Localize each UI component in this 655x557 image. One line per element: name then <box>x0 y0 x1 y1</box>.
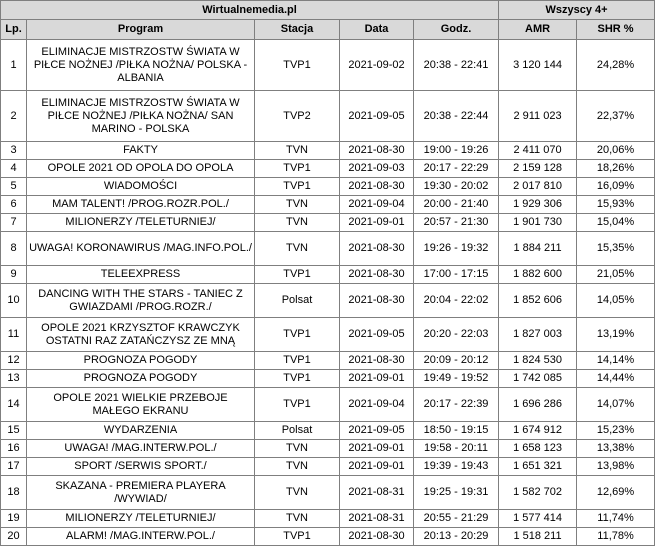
cell-data: 2021-09-01 <box>340 370 414 388</box>
table-row <box>1 458 655 476</box>
cell-godz: 19:26 - 19:32 <box>414 232 499 266</box>
cell-lp: 12 <box>1 352 27 370</box>
cell-lp: 10 <box>1 284 27 318</box>
cell-data: 2021-09-01 <box>340 440 414 458</box>
cell-program: WIADOMOŚCI <box>27 178 255 196</box>
cell-stacja: TVP1 <box>255 178 340 196</box>
cell-lp: 14 <box>1 388 27 422</box>
cell-data: 2021-09-01 <box>340 458 414 476</box>
cell-stacja: TVN <box>255 214 340 232</box>
cell-amr: 1 884 211 <box>499 232 577 266</box>
cell-lp: 5 <box>1 178 27 196</box>
cell-program: OPOLE 2021 KRZYSZTOF KRAWCZYK OSTATNI RAZ ZATAŃCZYSZ ZE MNĄ <box>27 318 255 352</box>
cell-data: 2021-09-01 <box>340 214 414 232</box>
cell-program: MAM TALENT! /PROG.ROZR.POL./ <box>27 196 255 214</box>
cell-lp: 3 <box>1 142 27 160</box>
column-header-amr: AMR <box>499 20 577 40</box>
cell-program: TELEEXPRESS <box>27 266 255 284</box>
cell-amr: 1 901 730 <box>499 214 577 232</box>
table-row <box>1 232 655 266</box>
cell-stacja: TVP1 <box>255 40 340 91</box>
cell-lp: 2 <box>1 91 27 142</box>
cell-godz: 19:30 - 20:02 <box>414 178 499 196</box>
cell-program: SKAZANA - PREMIERA PLAYERA /WYWIAD/ <box>27 476 255 510</box>
cell-shr: 20,06% <box>577 142 655 160</box>
cell-program: FAKTY <box>27 142 255 160</box>
cell-program: ELIMINACJE MISTRZOSTW ŚWIATA W PIŁCE NOŻNEJ /PIŁKA NOŻNA/ POLSKA - ALBANIA <box>27 40 255 91</box>
cell-amr: 1 696 286 <box>499 388 577 422</box>
cell-program: PROGNOZA POGODY <box>27 370 255 388</box>
table-row <box>1 40 655 91</box>
cell-amr: 1 827 003 <box>499 318 577 352</box>
table-row <box>1 440 655 458</box>
cell-program: ALARM! /MAG.INTERW.POL./ <box>27 528 255 546</box>
cell-shr: 15,23% <box>577 422 655 440</box>
cell-shr: 12,69% <box>577 476 655 510</box>
cell-stacja: TVN <box>255 232 340 266</box>
cell-data: 2021-09-02 <box>340 40 414 91</box>
cell-shr: 15,04% <box>577 214 655 232</box>
cell-godz: 20:38 - 22:44 <box>414 91 499 142</box>
cell-lp: 9 <box>1 266 27 284</box>
cell-stacja: TVN <box>255 142 340 160</box>
cell-stacja: TVN <box>255 440 340 458</box>
cell-shr: 21,05% <box>577 266 655 284</box>
cell-data: 2021-08-30 <box>340 266 414 284</box>
cell-godz: 20:09 - 20:12 <box>414 352 499 370</box>
cell-godz: 20:04 - 22:02 <box>414 284 499 318</box>
cell-program: UWAGA! KORONAWIRUS /MAG.INFO.POL./ <box>27 232 255 266</box>
cell-godz: 20:00 - 21:40 <box>414 196 499 214</box>
cell-godz: 20:57 - 21:30 <box>414 214 499 232</box>
cell-program: OPOLE 2021 OD OPOLA DO OPOLA <box>27 160 255 178</box>
cell-amr: 1 651 321 <box>499 458 577 476</box>
table-row <box>1 160 655 178</box>
table-row <box>1 196 655 214</box>
cell-shr: 18,26% <box>577 160 655 178</box>
cell-godz: 20:55 - 21:29 <box>414 510 499 528</box>
table-row <box>1 370 655 388</box>
cell-godz: 17:00 - 17:15 <box>414 266 499 284</box>
cell-amr: 1 518 211 <box>499 528 577 546</box>
cell-amr: 1 824 530 <box>499 352 577 370</box>
cell-amr: 1 577 414 <box>499 510 577 528</box>
cell-program: MILIONERZY /TELETURNIEJ/ <box>27 214 255 232</box>
cell-program: WYDARZENIA <box>27 422 255 440</box>
cell-shr: 13,19% <box>577 318 655 352</box>
cell-stacja: TVP1 <box>255 318 340 352</box>
cell-lp: 15 <box>1 422 27 440</box>
cell-godz: 20:17 - 22:29 <box>414 160 499 178</box>
cell-amr: 1 882 600 <box>499 266 577 284</box>
cell-amr: 2 911 023 <box>499 91 577 142</box>
column-header-stacja: Stacja <box>255 20 340 40</box>
cell-godz: 20:13 - 20:29 <box>414 528 499 546</box>
cell-amr: 1 852 606 <box>499 284 577 318</box>
cell-data: 2021-08-30 <box>340 232 414 266</box>
cell-shr: 14,05% <box>577 284 655 318</box>
cell-program: DANCING WITH THE STARS - TANIEC Z GWIAZDAMI /PROG.ROZR./ <box>27 284 255 318</box>
cell-data: 2021-08-30 <box>340 284 414 318</box>
cell-stacja: TVN <box>255 458 340 476</box>
table-row <box>1 91 655 142</box>
cell-lp: 6 <box>1 196 27 214</box>
cell-lp: 13 <box>1 370 27 388</box>
cell-data: 2021-08-30 <box>340 142 414 160</box>
cell-stacja: Polsat <box>255 284 340 318</box>
cell-godz: 19:49 - 19:52 <box>414 370 499 388</box>
cell-amr: 2 017 810 <box>499 178 577 196</box>
cell-stacja: TVP1 <box>255 528 340 546</box>
cell-shr: 15,35% <box>577 232 655 266</box>
cell-shr: 11,74% <box>577 510 655 528</box>
cell-godz: 19:58 - 20:11 <box>414 440 499 458</box>
cell-program: OPOLE 2021 WIELKIE PRZEBOJE MAŁEGO EKRANU <box>27 388 255 422</box>
cell-lp: 20 <box>1 528 27 546</box>
cell-data: 2021-08-31 <box>340 510 414 528</box>
table-row <box>1 266 655 284</box>
cell-shr: 15,93% <box>577 196 655 214</box>
cell-data: 2021-09-05 <box>340 91 414 142</box>
table-row <box>1 388 655 422</box>
cell-data: 2021-08-30 <box>340 352 414 370</box>
cell-godz: 19:25 - 19:31 <box>414 476 499 510</box>
cell-lp: 11 <box>1 318 27 352</box>
column-header-data: Data <box>340 20 414 40</box>
cell-program: PROGNOZA POGODY <box>27 352 255 370</box>
cell-lp: 19 <box>1 510 27 528</box>
header-group-source: Wirtualnemedia.pl <box>1 1 499 20</box>
cell-stacja: TVN <box>255 196 340 214</box>
cell-shr: 14,14% <box>577 352 655 370</box>
cell-data: 2021-08-31 <box>340 476 414 510</box>
cell-stacja: TVP1 <box>255 352 340 370</box>
cell-shr: 16,09% <box>577 178 655 196</box>
cell-stacja: TVN <box>255 476 340 510</box>
cell-godz: 20:38 - 22:41 <box>414 40 499 91</box>
column-header-godz: Godz. <box>414 20 499 40</box>
cell-stacja: TVP2 <box>255 91 340 142</box>
cell-data: 2021-09-05 <box>340 318 414 352</box>
column-header-program: Program <box>27 20 255 40</box>
cell-lp: 7 <box>1 214 27 232</box>
cell-lp: 4 <box>1 160 27 178</box>
cell-stacja: TVP1 <box>255 388 340 422</box>
cell-data: 2021-08-30 <box>340 528 414 546</box>
cell-lp: 18 <box>1 476 27 510</box>
cell-godz: 19:00 - 19:26 <box>414 142 499 160</box>
cell-lp: 8 <box>1 232 27 266</box>
cell-shr: 13,38% <box>577 440 655 458</box>
cell-data: 2021-09-03 <box>340 160 414 178</box>
cell-stacja: Polsat <box>255 422 340 440</box>
cell-amr: 1 582 702 <box>499 476 577 510</box>
cell-shr: 14,07% <box>577 388 655 422</box>
cell-stacja: TVP1 <box>255 370 340 388</box>
cell-shr: 13,98% <box>577 458 655 476</box>
cell-amr: 1 658 123 <box>499 440 577 458</box>
cell-data: 2021-08-30 <box>340 178 414 196</box>
cell-godz: 20:20 - 22:03 <box>414 318 499 352</box>
cell-data: 2021-09-04 <box>340 388 414 422</box>
cell-shr: 11,78% <box>577 528 655 546</box>
cell-amr: 1 929 306 <box>499 196 577 214</box>
cell-program: MILIONERZY /TELETURNIEJ/ <box>27 510 255 528</box>
cell-data: 2021-09-05 <box>340 422 414 440</box>
table-row <box>1 422 655 440</box>
header-group-row <box>1 1 655 20</box>
cell-godz: 20:17 - 22:39 <box>414 388 499 422</box>
cell-amr: 3 120 144 <box>499 40 577 91</box>
cell-lp: 17 <box>1 458 27 476</box>
cell-program: SPORT /SERWIS SPORT./ <box>27 458 255 476</box>
table-row <box>1 318 655 352</box>
table-row <box>1 476 655 510</box>
table-body <box>1 40 655 546</box>
header-group-audience: Wszyscy 4+ <box>499 1 655 20</box>
cell-godz: 19:39 - 19:43 <box>414 458 499 476</box>
table-row <box>1 142 655 160</box>
table-row <box>1 284 655 318</box>
table-row <box>1 510 655 528</box>
cell-stacja: TVP1 <box>255 160 340 178</box>
cell-program: UWAGA! /MAG.INTERW.POL./ <box>27 440 255 458</box>
cell-program: ELIMINACJE MISTRZOSTW ŚWIATA W PIŁCE NOŻNEJ /PIŁKA NOŻNA/ SAN MARINO - POLSKA <box>27 91 255 142</box>
cell-amr: 2 159 128 <box>499 160 577 178</box>
cell-lp: 16 <box>1 440 27 458</box>
table-row <box>1 214 655 232</box>
cell-amr: 1 674 912 <box>499 422 577 440</box>
table-row <box>1 528 655 546</box>
cell-shr: 14,44% <box>577 370 655 388</box>
header-columns-row <box>1 20 655 40</box>
column-header-lp: Lp. <box>1 20 27 40</box>
cell-lp: 1 <box>1 40 27 91</box>
cell-godz: 18:50 - 19:15 <box>414 422 499 440</box>
column-header-shr: SHR % <box>577 20 655 40</box>
table-row <box>1 178 655 196</box>
cell-stacja: TVN <box>255 510 340 528</box>
table-row <box>1 352 655 370</box>
cell-shr: 24,28% <box>577 40 655 91</box>
cell-shr: 22,37% <box>577 91 655 142</box>
cell-data: 2021-09-04 <box>340 196 414 214</box>
cell-stacja: TVP1 <box>255 266 340 284</box>
cell-amr: 1 742 085 <box>499 370 577 388</box>
cell-amr: 2 411 070 <box>499 142 577 160</box>
